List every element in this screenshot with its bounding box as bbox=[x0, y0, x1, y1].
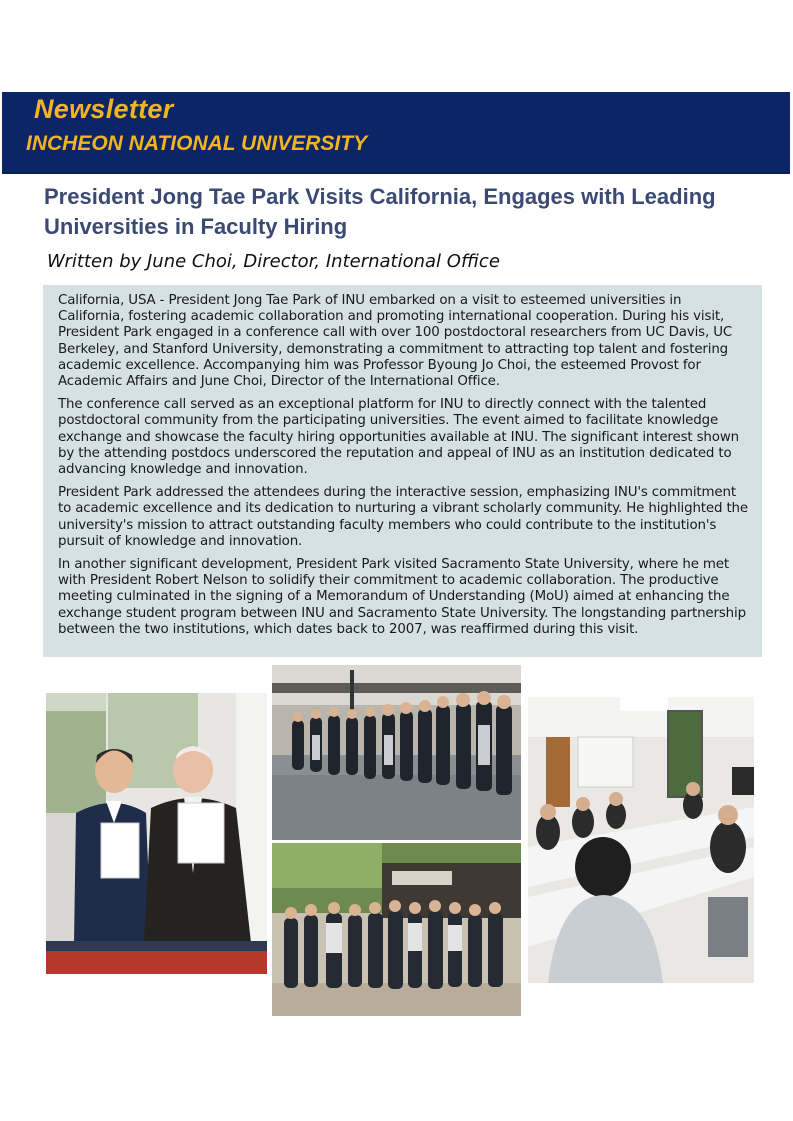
article-byline: Written by June Choi, Director, International Office bbox=[47, 251, 500, 272]
photo-lecture-room bbox=[528, 697, 754, 983]
article-paragraph: In another significant development, President Park visited Sacramento State University, where he met with President Robert Nelson to solidify their commitment to academic collaboration. The productive meeting culminated in the signing of a Memorandum of Understanding (MoU) aimed at enhancing the exchange student program between INU and Sacramento State University. The longstanding partnership between the two institutions, which dates back to 2007, was reaffirmed during this visit. bbox=[58, 557, 746, 637]
article-paragraph: The conference call served as an exceptional platform for INU to directly connect with the talented postdoctoral community from the participating universities. The event aimed to facilitate knowledge exchange and showcase the faculty hiring opportunities available at INU. The significant interest shown by the attending postdocs underscored the reputation and appeal of INU as an institution dedicated to advancing knowledge and innovation. bbox=[58, 397, 739, 478]
photo-group-outdoor bbox=[272, 665, 521, 840]
article-body bbox=[43, 285, 762, 657]
university-name: INCHEON NATIONAL UNIVERSITY bbox=[26, 132, 368, 155]
photo-mou-signing bbox=[46, 693, 267, 974]
newsletter-label: Newsletter bbox=[34, 94, 174, 124]
article-paragraph: California, USA - President Jong Tae Park of INU embarked on a visit to esteemed universities in California, fostering academic collaboration and promoting international cooperation. During his visit, President Park engaged in a conference call with over 100 postdoctoral researchers from UC Davis, UC Berkeley, and Stanford University, demonstrating a commitment to attracting top talent and fostering academic excellence. Accompanying him was Professor Byoung Jo Choi, the esteemed Provost for Academic Affairs and June Choi, Director of the International Office. bbox=[58, 293, 733, 390]
article-paragraph: President Park addressed the attendees during the interactive session, emphasizing INU's commitment to academic excellence and its dedication to nurturing a vibrant scholarly community. He highlighted the university's mission to attract outstanding faculty members who could contribute to the institution's pursuit of knowledge and innovation. bbox=[58, 485, 748, 549]
article-headline: President Jong Tae Park Visits California, Engages with Leading Universities in Faculty Hiring bbox=[44, 184, 716, 239]
photo-group-tree bbox=[272, 843, 521, 1016]
newsletter-banner bbox=[2, 92, 790, 174]
